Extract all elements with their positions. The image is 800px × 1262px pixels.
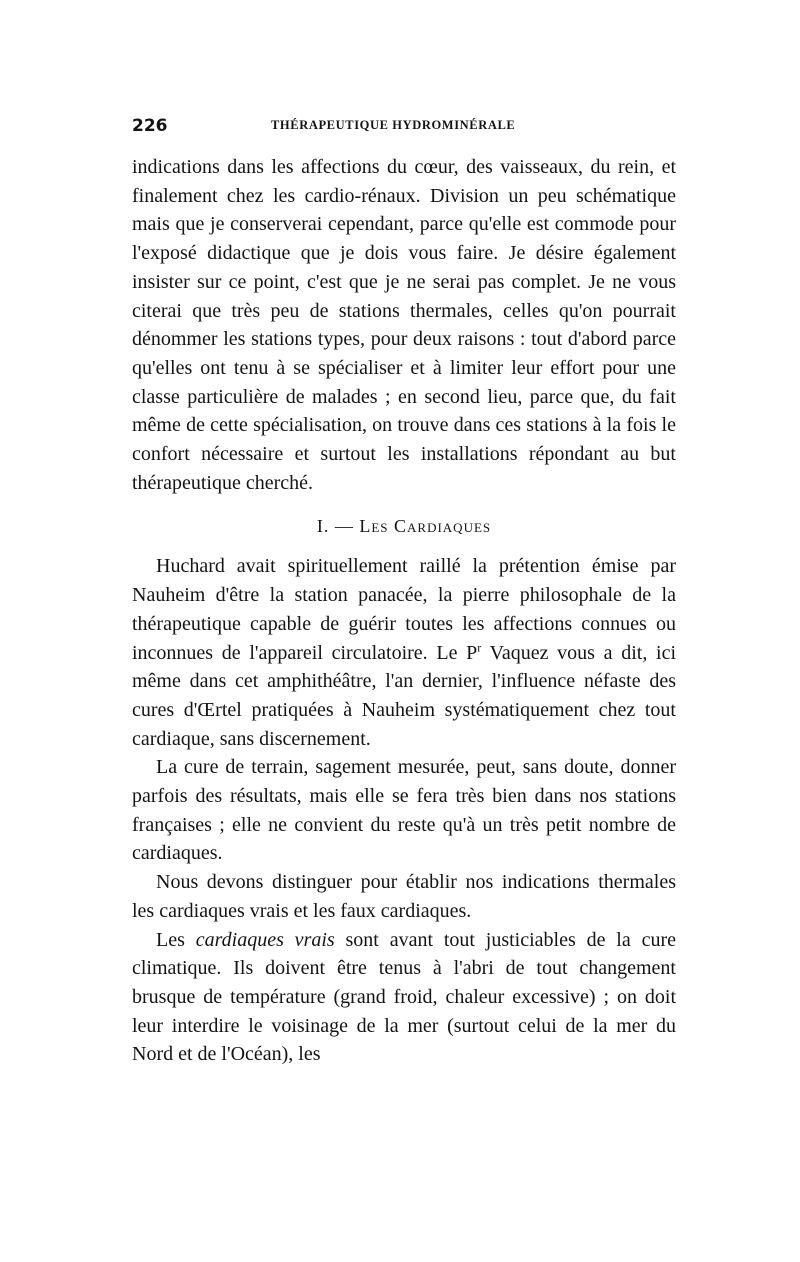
professor-abbrev-sup: r xyxy=(477,639,482,654)
opening-paragraph: indications dans les affections du cœur, des vaisseaux, du rein, et finalement chez les cardio-rénaux. Division un peu schématique mais que je conserverai cependant, parce qu'elle est commode pour l'exposé didactique que je dois vous faire. Je désire également insister sur ce point, c'est que je ne serai pas complet. Je ne vous citerai que très peu de stations thermales, celles qu'on pourrait dénommer les stations types, pour deux raisons : tout d'abord parce qu'elles ont tenu à se spécialiser et à limiter leur effort pour une classe particulière de malades ; en second lieu, parce que, du fait même de cette spécialisation, on trouve dans ces stations à la fois le confort nécessaire et surtout les installations répondant au but thérapeutique cherché. xyxy=(132,156,676,494)
section-heading xyxy=(132,512,676,540)
paragraph-cv-text-a: Les xyxy=(156,928,196,951)
paragraph-cv-text-b: sont avant tout justiciables de la cure climatique. Ils doivent être tenus à l'abri de tout changement brusque de température (grand froid, chaleur excessive) ; on doit leur interdire le voisinage de la mer (surtout celui de la mer du Nord et de l'Océan), les xyxy=(132,928,676,1066)
body-text xyxy=(132,153,676,1069)
paragraph-huchard-text-b: Vaquez vous a dit, ici même dans cet amphithéâtre, l'an dernier, l'influence néfaste des cures d'Œrtel pratiquées à Nauheim systématiquement chez tout cardiaque, sans discernement. xyxy=(132,641,677,750)
paragraph-cure-terrain: La cure de terrain, sagement mesurée, peut, sans doute, donner parfois des résultats, mais elle se fera très bien dans nos stations françaises ; elle ne convient du reste qu'à un très petit nombre de cardiaques. xyxy=(132,756,676,865)
paragraph-huchard xyxy=(132,552,676,753)
paragraph-huchard-text-a: Huchard avait spirituellement raillé la prétention émise par Nauheim d'être la station panacée, la pierre philosophale de la thérapeutique capable de guérir toutes les affections connues ou inconnues de l'appareil circulatoire. Le P xyxy=(132,555,676,664)
cardiaques-vrais-italic: cardiaques vrais xyxy=(195,928,335,951)
paragraph-cardiaques-vrais xyxy=(132,926,676,1070)
running-title: THÉRAPEUTIQUE HYDROMINÉRALE xyxy=(271,118,516,132)
page-number: 226 xyxy=(132,116,168,136)
section-title: Les Cardiaques xyxy=(359,516,492,537)
running-head xyxy=(132,116,676,140)
paragraph-distinguer: Nous devons distinguer pour établir nos indications thermales les cardiaques vrais et les faux cardiaques. xyxy=(132,871,676,922)
section-number: I. — xyxy=(316,516,354,537)
